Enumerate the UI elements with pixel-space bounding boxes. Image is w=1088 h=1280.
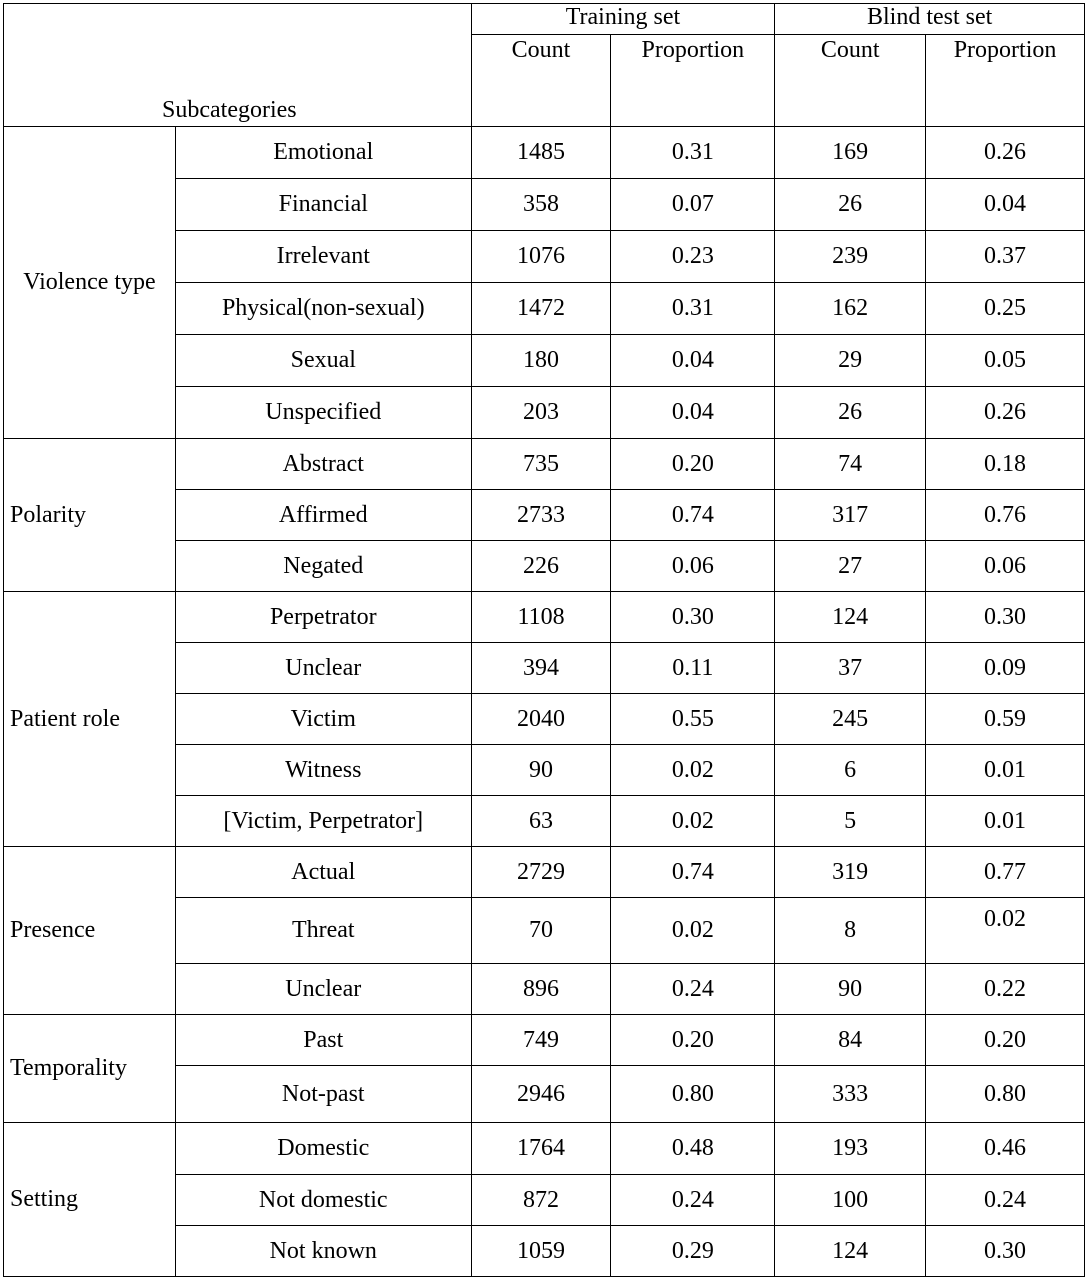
- subcategory-cell: Actual: [175, 847, 471, 898]
- training-proportion-cell: 0.02: [611, 745, 775, 796]
- training-count-cell: 394: [471, 643, 611, 694]
- training-proportion-cell: 0.24: [611, 1175, 775, 1226]
- blind-count-cell: 5: [775, 796, 926, 847]
- training-proportion-cell: 0.20: [611, 439, 775, 490]
- blind-count-cell: 124: [775, 592, 926, 643]
- blind-count-cell: 317: [775, 490, 926, 541]
- blind-proportion-cell: 0.77: [926, 847, 1085, 898]
- training-count-cell: 735: [471, 439, 611, 490]
- blind-count-cell: 193: [775, 1123, 926, 1175]
- category-cell: Setting: [4, 1123, 176, 1277]
- training-count-cell: 872: [471, 1175, 611, 1226]
- table-row: [4, 1015, 1085, 1066]
- blind-proportion-cell: 0.26: [926, 127, 1085, 179]
- blind-count-cell: 319: [775, 847, 926, 898]
- training-proportion-cell: 0.30: [611, 592, 775, 643]
- subcategory-cell: Unclear: [175, 643, 471, 694]
- training-count-header: Count: [471, 35, 611, 127]
- category-cell: Temporality: [4, 1015, 176, 1123]
- training-count-cell: 203: [471, 387, 611, 439]
- table-row: [4, 592, 1085, 643]
- subcategories-header: Subcategories: [4, 4, 472, 127]
- table-row: [4, 439, 1085, 490]
- blind-proportion-cell: 0.80: [926, 1066, 1085, 1123]
- blind-proportion-cell: 0.09: [926, 643, 1085, 694]
- blind-proportion-cell: 0.59: [926, 694, 1085, 745]
- subcategory-cell: Abstract: [175, 439, 471, 490]
- blind-proportion-cell: 0.37: [926, 231, 1085, 283]
- training-proportion-cell: 0.04: [611, 335, 775, 387]
- training-proportion-cell: 0.55: [611, 694, 775, 745]
- blind-count-cell: 169: [775, 127, 926, 179]
- blind-proportion-cell: 0.26: [926, 387, 1085, 439]
- subcategory-cell: Unspecified: [175, 387, 471, 439]
- training-proportion-cell: 0.07: [611, 179, 775, 231]
- subcategory-cell: Victim: [175, 694, 471, 745]
- training-count-cell: 1485: [471, 127, 611, 179]
- blind-proportion-cell: 0.06: [926, 541, 1085, 592]
- table-row: [4, 1123, 1085, 1175]
- subcategory-cell: Not known: [175, 1226, 471, 1277]
- category-cell: Presence: [4, 847, 176, 1015]
- subcategory-cell: Witness: [175, 745, 471, 796]
- blind-count-cell: 29: [775, 335, 926, 387]
- blind-proportion-cell: 0.22: [926, 964, 1085, 1015]
- training-count-cell: 1076: [471, 231, 611, 283]
- blind-count-cell: 162: [775, 283, 926, 335]
- training-proportion-cell: 0.74: [611, 490, 775, 541]
- training-proportion-cell: 0.31: [611, 283, 775, 335]
- subcategory-cell: Perpetrator: [175, 592, 471, 643]
- blind-proportion-cell: 0.05: [926, 335, 1085, 387]
- training-proportion-cell: 0.31: [611, 127, 775, 179]
- training-proportion-cell: 0.74: [611, 847, 775, 898]
- training-count-cell: 1059: [471, 1226, 611, 1277]
- subcategory-cell: Domestic: [175, 1123, 471, 1175]
- training-count-cell: 2733: [471, 490, 611, 541]
- table-row: [4, 847, 1085, 898]
- blind-proportion-cell: 0.01: [926, 796, 1085, 847]
- training-count-cell: 70: [471, 898, 611, 964]
- training-proportion-cell: 0.11: [611, 643, 775, 694]
- blind-proportion-cell: 0.46: [926, 1123, 1085, 1175]
- training-proportion-cell: 0.23: [611, 231, 775, 283]
- training-proportion-cell: 0.24: [611, 964, 775, 1015]
- subcategory-cell: Not-past: [175, 1066, 471, 1123]
- blind-proportion-cell: 0.24: [926, 1175, 1085, 1226]
- training-count-cell: 896: [471, 964, 611, 1015]
- blind-count-cell: 333: [775, 1066, 926, 1123]
- training-count-cell: 180: [471, 335, 611, 387]
- category-cell: Polarity: [4, 439, 176, 592]
- training-count-cell: 1472: [471, 283, 611, 335]
- training-proportion-cell: 0.02: [611, 898, 775, 964]
- training-proportion-header: Proportion: [611, 35, 775, 127]
- subcategory-cell: Financial: [175, 179, 471, 231]
- training-count-cell: 90: [471, 745, 611, 796]
- blind-proportion-cell: 0.76: [926, 490, 1085, 541]
- training-proportion-cell: 0.20: [611, 1015, 775, 1066]
- subcategory-cell: [Victim, Perpetrator]: [175, 796, 471, 847]
- blind-count-cell: 74: [775, 439, 926, 490]
- blind-count-cell: 100: [775, 1175, 926, 1226]
- blind-test-set-header: Blind test set: [775, 4, 1085, 35]
- header-row-sets: [4, 4, 1085, 35]
- subcategory-cell: Sexual: [175, 335, 471, 387]
- training-proportion-cell: 0.06: [611, 541, 775, 592]
- blind-count-cell: 27: [775, 541, 926, 592]
- training-count-cell: 2729: [471, 847, 611, 898]
- training-count-cell: 749: [471, 1015, 611, 1066]
- blind-proportion-cell: 0.04: [926, 179, 1085, 231]
- subcategory-cell: Physical(non-sexual): [175, 283, 471, 335]
- blind-proportion-header: Proportion: [926, 35, 1085, 127]
- subcategory-cell: Negated: [175, 541, 471, 592]
- training-count-cell: 2040: [471, 694, 611, 745]
- training-set-header: Training set: [471, 4, 775, 35]
- subcategory-statistics-table: [3, 3, 1085, 1277]
- blind-count-cell: 26: [775, 387, 926, 439]
- blind-count-cell: 90: [775, 964, 926, 1015]
- blind-proportion-cell: 0.02: [926, 898, 1085, 964]
- blind-count-cell: 37: [775, 643, 926, 694]
- subcategory-cell: Unclear: [175, 964, 471, 1015]
- subcategory-cell: Emotional: [175, 127, 471, 179]
- training-count-cell: 358: [471, 179, 611, 231]
- training-proportion-cell: 0.04: [611, 387, 775, 439]
- blind-count-cell: 26: [775, 179, 926, 231]
- blind-proportion-cell: 0.18: [926, 439, 1085, 490]
- category-cell: Patient role: [4, 592, 176, 847]
- blind-proportion-cell: 0.30: [926, 1226, 1085, 1277]
- blind-count-cell: 124: [775, 1226, 926, 1277]
- training-proportion-cell: 0.02: [611, 796, 775, 847]
- subcategory-cell: Not domestic: [175, 1175, 471, 1226]
- blind-count-cell: 6: [775, 745, 926, 796]
- training-count-cell: 1764: [471, 1123, 611, 1175]
- subcategory-cell: Threat: [175, 898, 471, 964]
- blind-proportion-cell: 0.20: [926, 1015, 1085, 1066]
- category-cell: Violence type: [4, 127, 176, 439]
- subcategory-cell: Past: [175, 1015, 471, 1066]
- training-count-cell: 2946: [471, 1066, 611, 1123]
- training-proportion-cell: 0.48: [611, 1123, 775, 1175]
- blind-count-header: Count: [775, 35, 926, 127]
- blind-count-cell: 8: [775, 898, 926, 964]
- training-proportion-cell: 0.29: [611, 1226, 775, 1277]
- training-count-cell: 226: [471, 541, 611, 592]
- blind-count-cell: 84: [775, 1015, 926, 1066]
- training-count-cell: 1108: [471, 592, 611, 643]
- table-row: [4, 127, 1085, 179]
- subcategory-cell: Irrelevant: [175, 231, 471, 283]
- training-count-cell: 63: [471, 796, 611, 847]
- blind-count-cell: 245: [775, 694, 926, 745]
- blind-proportion-cell: 0.30: [926, 592, 1085, 643]
- training-proportion-cell: 0.80: [611, 1066, 775, 1123]
- blind-proportion-cell: 0.01: [926, 745, 1085, 796]
- subcategory-cell: Affirmed: [175, 490, 471, 541]
- blind-proportion-cell: 0.25: [926, 283, 1085, 335]
- blind-count-cell: 239: [775, 231, 926, 283]
